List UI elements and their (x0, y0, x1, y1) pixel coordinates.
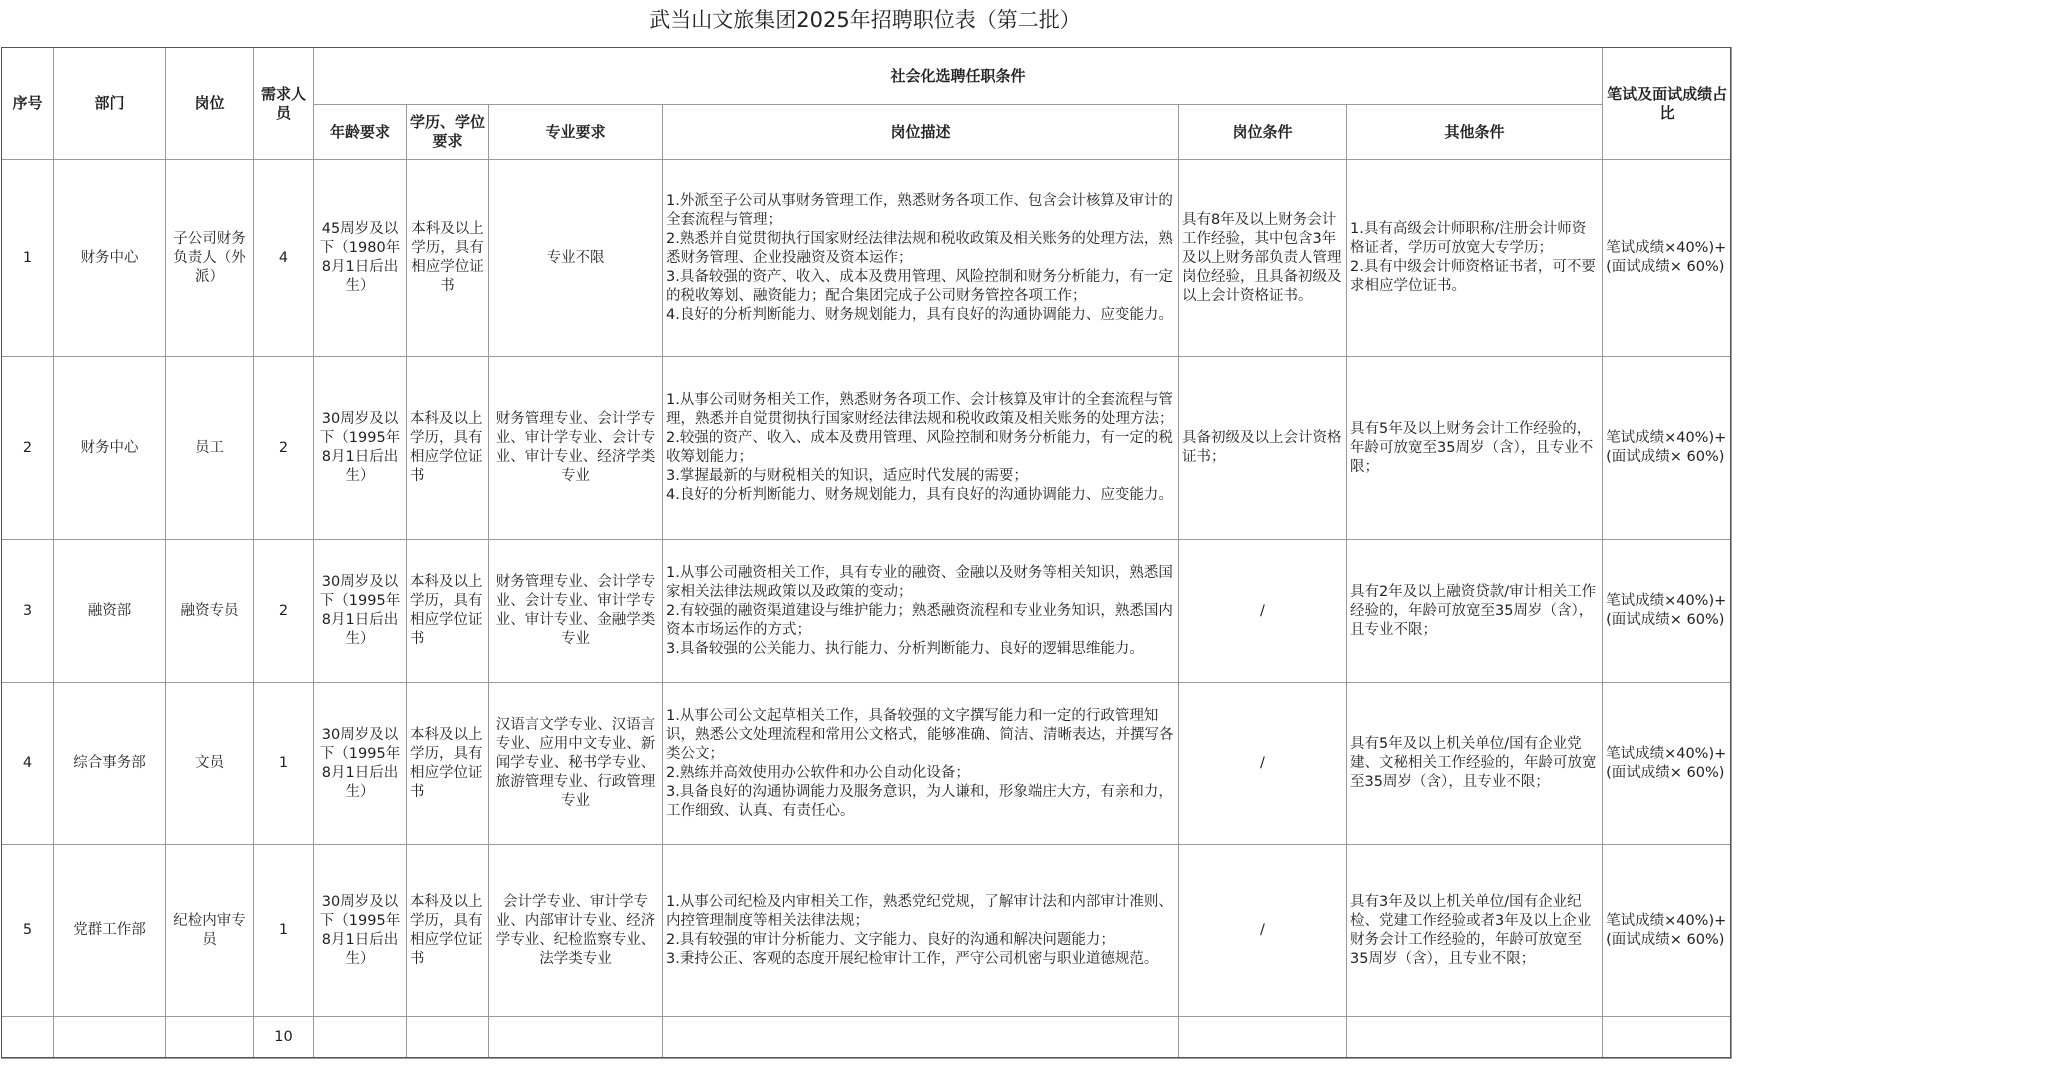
cell-age: 30周岁及以下（1995年8月1日后出生） (314, 683, 407, 845)
desc-line: 2.具有较强的审计分析能力、文字能力、良好的沟通和解决问题能力； (666, 931, 1115, 948)
cell-dept: 融资部 (54, 540, 166, 683)
cell-ratio: 笔试成绩×40%)+(面试成绩× 60%) (1603, 357, 1732, 540)
cell-position: 纪检内审专员 (166, 845, 254, 1017)
cell-seq: 5 (2, 845, 54, 1017)
cell-desc (663, 683, 1179, 845)
cell-seq: 4 (2, 683, 54, 845)
empty-cell (54, 1017, 166, 1059)
cell-seq: 3 (2, 540, 54, 683)
cell-dept: 财务中心 (54, 357, 166, 540)
cell-ratio: 笔试成绩×40%)+(面试成绩× 60%) (1603, 540, 1732, 683)
header-other: 其他条件 (1347, 105, 1603, 160)
cell-cond: / (1179, 540, 1347, 683)
cell-ratio: 笔试成绩×40%)+(面试成绩× 60%) (1603, 845, 1732, 1017)
header-major: 专业要求 (489, 105, 663, 160)
cell-seq: 2 (2, 357, 54, 540)
desc-line: 4.良好的分析判断能力、财务规划能力，具有良好的沟通协调能力、应变能力。 (666, 487, 1173, 503)
table-row (2, 540, 1732, 683)
desc-line: 4.良好的分析判断能力、财务规划能力，具有良好的沟通协调能力、应变能力。 (666, 306, 1173, 323)
empty-cell (1179, 1017, 1347, 1059)
cell-desc (663, 357, 1179, 540)
empty-cell (314, 1017, 407, 1059)
cell-dept: 财务中心 (54, 160, 166, 357)
desc-line: 2.较强的资产、收入、成本及费用管理、风险控制和财务分析能力，有一定的税收筹划能力； (666, 430, 1173, 465)
cell-position: 子公司财务负责人（外派） (166, 160, 254, 357)
cell-major: 财务管理专业、会计学专业、审计学专业、会计专业、审计专业、经济学类专业 (489, 357, 663, 540)
cell-cond: 具备初级及以上会计资格证书； (1179, 357, 1347, 540)
cell-desc (663, 540, 1179, 683)
empty-cell (663, 1017, 1179, 1059)
cell-major: 财务管理专业、会计学专业、会计专业、审计学专业、审计专业、金融学类专业 (489, 540, 663, 683)
cell-ratio: 笔试成绩×40%)+(面试成绩× 60%) (1603, 160, 1732, 357)
header-edu: 学历、学位要求 (407, 105, 489, 160)
cell-major: 会计学专业、审计学专业、内部审计专业、经济学专业、纪检监察专业、法学类专业 (489, 845, 663, 1017)
cell-desc (663, 845, 1179, 1017)
empty-cell (1603, 1017, 1732, 1059)
desc-line: 3.具备较强的公关能力、执行能力、分析判断能力、良好的逻辑思维能力。 (666, 640, 1144, 657)
cell-count: 4 (254, 160, 314, 357)
header-count: 需求人员 (254, 48, 314, 160)
cell-desc (663, 160, 1179, 357)
cell-major: 专业不限 (489, 160, 663, 357)
page-title: 武当山文旅集团2025年招聘职位表（第二批） (649, 8, 1081, 32)
desc-line: 3.具备较强的资产、收入、成本及费用管理、风险控制和财务分析能力，有一定的税收筹划、融资能力；配合集团完成子公司财务管控各项工作； (666, 268, 1173, 304)
cell-count: 1 (254, 683, 314, 845)
other-line: 1.具有高级会计师职称/注册会计师资格证者，学历可放宽大专学历； (1350, 221, 1587, 256)
other-line: 具有3年及以上机关单位/国有企业纪检、党建工作经验或者3年及以上企业财务会计工作经验的，年龄可放宽至35周岁（含），且专业不限； (1350, 893, 1592, 967)
cell-count: 1 (254, 845, 314, 1017)
desc-line: 3.秉持公正、客观的态度开展纪检审计工作，严守公司机密与职业道德规范。 (666, 950, 1159, 967)
cell-other (1347, 683, 1603, 845)
cell-edu: 本科及以上学历，具有相应学位证书 (407, 357, 489, 540)
cell-seq: 1 (2, 160, 54, 357)
cell-other (1347, 160, 1603, 357)
cell-position: 员工 (166, 357, 254, 540)
empty-cell (489, 1017, 663, 1059)
cell-dept: 党群工作部 (54, 845, 166, 1017)
header-age: 年龄要求 (314, 105, 407, 160)
empty-cell (166, 1017, 254, 1059)
desc-line: 1.从事公司纪检及内审相关工作，熟悉党纪党规，了解审计法和内部审计准则、内控管理制度等相关法律法规； (666, 893, 1173, 929)
cell-position: 文员 (166, 683, 254, 845)
cell-cond: / (1179, 683, 1347, 845)
empty-cell (407, 1017, 489, 1059)
desc-line: 1.从事公司融资相关工作，具有专业的融资、金融以及财务等相关知识，熟悉国家相关法律法规政策以及政策的变动； (666, 564, 1173, 600)
header-position: 岗位 (166, 48, 254, 160)
table-row (2, 845, 1732, 1017)
desc-line: 2.熟练并高效使用办公软件和办公自动化设备； (666, 764, 970, 781)
desc-line: 3.具备良好的沟通协调能力及服务意识，为人谦和，形象端庄大方，有亲和力，工作细致、认真、有责任心。 (666, 783, 1173, 819)
header-desc: 岗位描述 (663, 105, 1179, 160)
empty-cell (2, 1017, 54, 1059)
cell-edu: 本科及以上学历，具有相应学位证书 (407, 845, 489, 1017)
header-group: 社会化选聘任职条件 (314, 48, 1603, 105)
total-row (2, 1017, 1732, 1059)
cell-age: 30周岁及以下（1995年8月1日后出生） (314, 357, 407, 540)
table-row (2, 160, 1732, 357)
desc-line: 1.从事公司财务相关工作，熟悉财务各项工作、会计核算及审计的全套流程与管理，熟悉并自觉贯彻执行国家财经法律法规和税收政策及相关账务的处理方法； (666, 392, 1174, 427)
cell-other (1347, 845, 1603, 1017)
cell-edu: 本科及以上学历，具有相应学位证书 (407, 683, 489, 845)
cell-dept: 综合事务部 (54, 683, 166, 845)
table-row (2, 683, 1732, 845)
desc-line: 2.熟悉并自觉贯彻执行国家财经法律法规和税收政策及相关账务的处理方法，熟悉财务管理、企业投融资及资本运作； (666, 230, 1173, 266)
other-line: 具有2年及以上融资贷款/审计相关工作经验的，年龄可放宽至35周岁（含），且专业不限； (1350, 583, 1597, 638)
cell-count: 2 (254, 357, 314, 540)
cell-edu: 本科及以上学历，具有相应学位证书 (407, 540, 489, 683)
cell-other (1347, 357, 1603, 540)
cell-cond: / (1179, 845, 1347, 1017)
cell-age: 30周岁及以下（1995年8月1日后出生） (314, 845, 407, 1017)
cell-major: 汉语言文学专业、汉语言专业、应用中文专业、新闻学专业、秘书学专业、旅游管理专业、行政管理专业 (489, 683, 663, 845)
desc-line: 1.外派至子公司从事财务管理工作，熟悉财务各项工作、包含会计核算及审计的全套流程与管理； (666, 192, 1173, 228)
total-count: 10 (254, 1017, 314, 1059)
header-ratio: 笔试及面试成绩占比 (1603, 48, 1732, 160)
desc-line: 3.掌握最新的与财税相关的知识，适应时代发展的需要； (666, 468, 1028, 484)
cell-edu: 本科及以上学历，具有相应学位证书 (407, 160, 489, 357)
cell-cond: 具有8年及以上财务会计工作经验，其中包含3年及以上财务部负责人管理岗位经验，且具备初级及以上会计资格证书。 (1179, 160, 1347, 357)
desc-line: 1.从事公司公文起草相关工作，具备较强的文字撰写能力和一定的行政管理知识，熟悉公文处理流程和常用公文格式，能够准确、简洁、清晰表达，并撰写各类公文； (666, 707, 1174, 762)
recruitment-table (1, 47, 1732, 1059)
cell-other (1347, 540, 1603, 683)
cell-count: 2 (254, 540, 314, 683)
table-row (2, 357, 1732, 540)
header-cond: 岗位条件 (1179, 105, 1347, 160)
cell-age: 30周岁及以下（1995年8月1日后出生） (314, 540, 407, 683)
header-dept: 部门 (54, 48, 166, 160)
other-line: 具有5年及以上机关单位/国有企业党建、文秘相关工作经验的，年龄可放宽至35周岁（含），且专业不限； (1350, 736, 1597, 790)
header-seq: 序号 (2, 48, 54, 160)
cell-position: 融资专员 (166, 540, 254, 683)
other-line: 2.具有中级会计师资格证书者，可不要求相应学位证书。 (1350, 259, 1596, 294)
cell-ratio: 笔试成绩×40%)+(面试成绩× 60%) (1603, 683, 1732, 845)
cell-age: 45周岁及以下（1980年8月1日后出生） (314, 160, 407, 357)
empty-cell (1347, 1017, 1603, 1059)
desc-line: 2.有较强的融资渠道建设与维护能力；熟悉融资流程和专业业务知识，熟悉国内资本市场运作的方式； (666, 602, 1173, 638)
other-line: 具有5年及以上财务会计工作经验的，年龄可放宽至35周岁（含），且专业不限； (1350, 420, 1594, 475)
